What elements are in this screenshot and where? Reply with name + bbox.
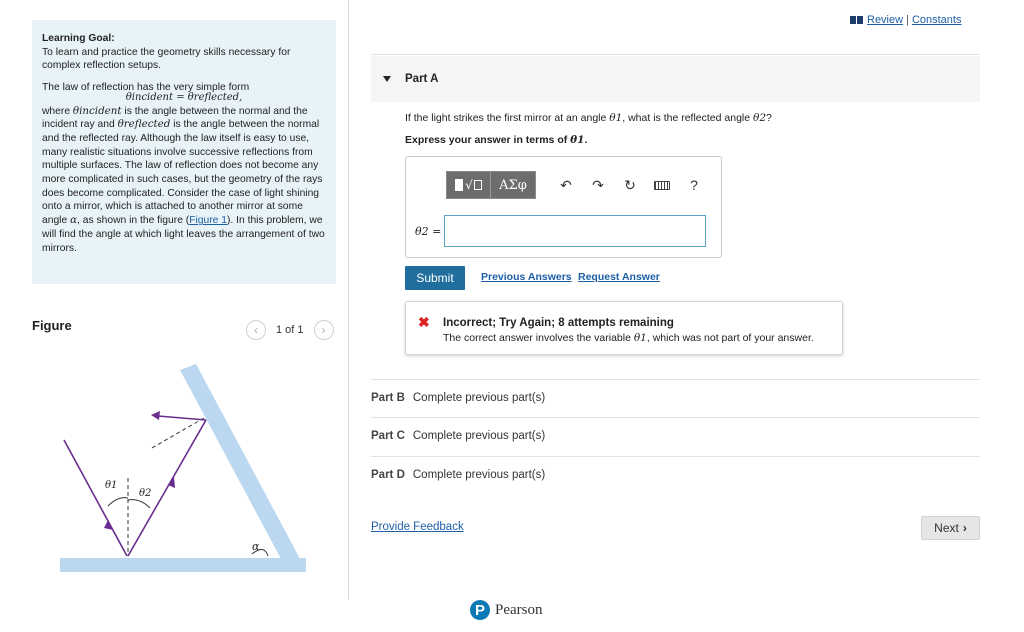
chevron-right-icon: ›	[962, 521, 967, 535]
constants-link[interactable]: Constants	[911, 14, 962, 26]
figure-navigation	[246, 320, 334, 340]
part-d-label: Part D	[371, 469, 405, 481]
learning-goal-description	[42, 105, 326, 256]
formula-left: θincident	[125, 91, 174, 103]
chevron-right-icon: ›	[321, 323, 326, 337]
help-icon[interactable]: ?	[690, 177, 698, 193]
theta1-arc	[108, 498, 128, 506]
outgoing-arrow	[151, 411, 160, 420]
bottom-mirror	[60, 558, 306, 572]
feedback-msg-sym: θ1	[633, 332, 647, 344]
feedback-msg-end: , which was not part of your answer.	[646, 332, 814, 344]
formula-end: ,	[239, 91, 243, 103]
question-mid: , what is the reflected angle	[622, 112, 754, 124]
template-group	[446, 171, 536, 199]
part-d-row[interactable]	[371, 469, 545, 481]
next-button[interactable]	[921, 516, 980, 540]
rule-part-c	[371, 417, 980, 418]
undo-icon[interactable]: ↶	[560, 176, 572, 193]
question-theta2: θ2	[753, 112, 767, 124]
provide-feedback-link[interactable]: Provide Feedback	[371, 521, 464, 533]
answer-input[interactable]	[444, 215, 706, 247]
outgoing-ray	[158, 416, 206, 420]
part-c-row[interactable]	[371, 430, 545, 442]
greek-symbols-button[interactable]: ΑΣφ	[499, 177, 527, 193]
templates-button[interactable]	[447, 172, 491, 198]
desc-mid: is the angle between the normal and the incident ray and	[42, 105, 308, 131]
header-separator: |	[906, 14, 909, 26]
toolbar-icons	[550, 172, 710, 198]
desc-end: ). In this problem, we will find the angle at which light leaves the arrangement of two mirrors.	[42, 215, 325, 254]
part-c-status: Complete previous part(s)	[412, 430, 546, 442]
theta1-label: θ1	[105, 480, 118, 491]
express-instruction	[405, 134, 587, 146]
template-box-icon	[474, 180, 482, 190]
sym-alpha: α	[70, 214, 78, 227]
theta2-label: θ2	[139, 488, 152, 499]
alpha-label: α	[252, 540, 260, 553]
figure-title: Figure	[32, 318, 72, 333]
slanted-mirror	[180, 364, 306, 572]
feedback-title: Incorrect; Try Again; 8 attempts remaining	[443, 317, 674, 329]
law-text: The law of reflection has the very simple form	[42, 82, 250, 94]
collapse-triangle-icon	[383, 76, 391, 82]
next-label: Next	[934, 521, 959, 535]
rule-part-b	[371, 379, 980, 380]
radical-icon: √	[465, 178, 473, 192]
request-answer-link[interactable]: Request Answer	[578, 271, 660, 283]
reset-icon[interactable]: ↻	[624, 176, 636, 193]
incident-ray	[64, 440, 127, 556]
review-link[interactable]: Review	[867, 14, 904, 26]
feedback-box	[405, 301, 843, 355]
error-x-icon: ✖	[418, 314, 430, 330]
part-b-row[interactable]	[371, 392, 545, 404]
learning-goal-box	[32, 20, 336, 284]
part-a-header[interactable]	[371, 56, 980, 102]
part-d-status: Complete previous part(s)	[412, 469, 546, 481]
reflection-figure	[56, 360, 316, 580]
formula-equals: =	[173, 91, 188, 103]
redo-icon[interactable]: ↷	[592, 176, 604, 193]
answer-label	[415, 225, 441, 238]
express-theta1: θ1	[570, 134, 585, 146]
figure-prev-button[interactable]	[246, 320, 266, 340]
incident-arrow	[104, 520, 113, 530]
part-b-status: Complete previous part(s)	[412, 392, 546, 404]
desc-tail: , as shown in the figure (	[77, 215, 190, 227]
express-end: .	[584, 134, 588, 146]
part-b-label: Part B	[371, 392, 405, 404]
question-theta1: θ1	[609, 112, 623, 124]
math-toolbar	[446, 171, 710, 199]
express-prefix: Express your answer in terms of	[405, 134, 571, 146]
learning-goal-text: To learn and practice the geometry skills necessary for complex reflection setups.	[42, 46, 291, 72]
feedback-msg-prefix: The correct answer involves the variable	[443, 332, 634, 344]
part-c-label: Part C	[371, 430, 405, 442]
answer-box	[405, 156, 722, 258]
sym-reflected: θreflected	[117, 118, 171, 131]
theta2-arc	[128, 500, 150, 508]
part-a-question	[405, 112, 772, 124]
chevron-left-icon: ‹	[254, 323, 258, 337]
rule-part-d	[371, 456, 980, 457]
left-panel	[0, 0, 348, 600]
previous-answers-link[interactable]: Previous Answers	[481, 271, 572, 283]
submit-button[interactable]: Submit	[405, 266, 465, 290]
column-divider	[348, 0, 349, 600]
pearson-brand	[470, 600, 543, 620]
header-links	[850, 14, 961, 26]
book-icon	[850, 16, 864, 24]
normal-slanted	[152, 418, 204, 448]
part-a-label: Part A	[405, 73, 439, 85]
question-end: ?	[766, 112, 772, 124]
pearson-name: Pearson	[495, 601, 543, 618]
question-prefix: If the light strikes the first mirror at an angle	[405, 112, 610, 124]
figure-count: 1 of 1	[276, 324, 304, 336]
figure-link[interactable]: Figure 1	[189, 215, 227, 227]
top-rule	[371, 54, 980, 55]
figure-next-button[interactable]	[314, 320, 334, 340]
answer-label-text: θ2 =	[415, 225, 442, 238]
template-square-icon	[455, 179, 463, 191]
pearson-logo-icon: P	[470, 600, 490, 620]
keyboard-icon[interactable]	[646, 172, 678, 198]
feedback-message	[443, 332, 814, 344]
learning-goal-title: Learning Goal:	[42, 33, 115, 44]
desc-prefix: where	[42, 105, 73, 117]
desc-rest: is the angle between the normal and the reflected ray. Although the law itself is easy to use, many realistic situations involve successive reflections from multiple surfaces. The law of reflection does not become any more complicated in such cases, but the geometry of the rays does become complicated. Consider the case of light shining onto a mirror, which is attached to another mirror at some angle	[42, 119, 323, 227]
sym-incident: θincident	[72, 104, 122, 117]
formula-right: θreflected	[187, 91, 240, 103]
